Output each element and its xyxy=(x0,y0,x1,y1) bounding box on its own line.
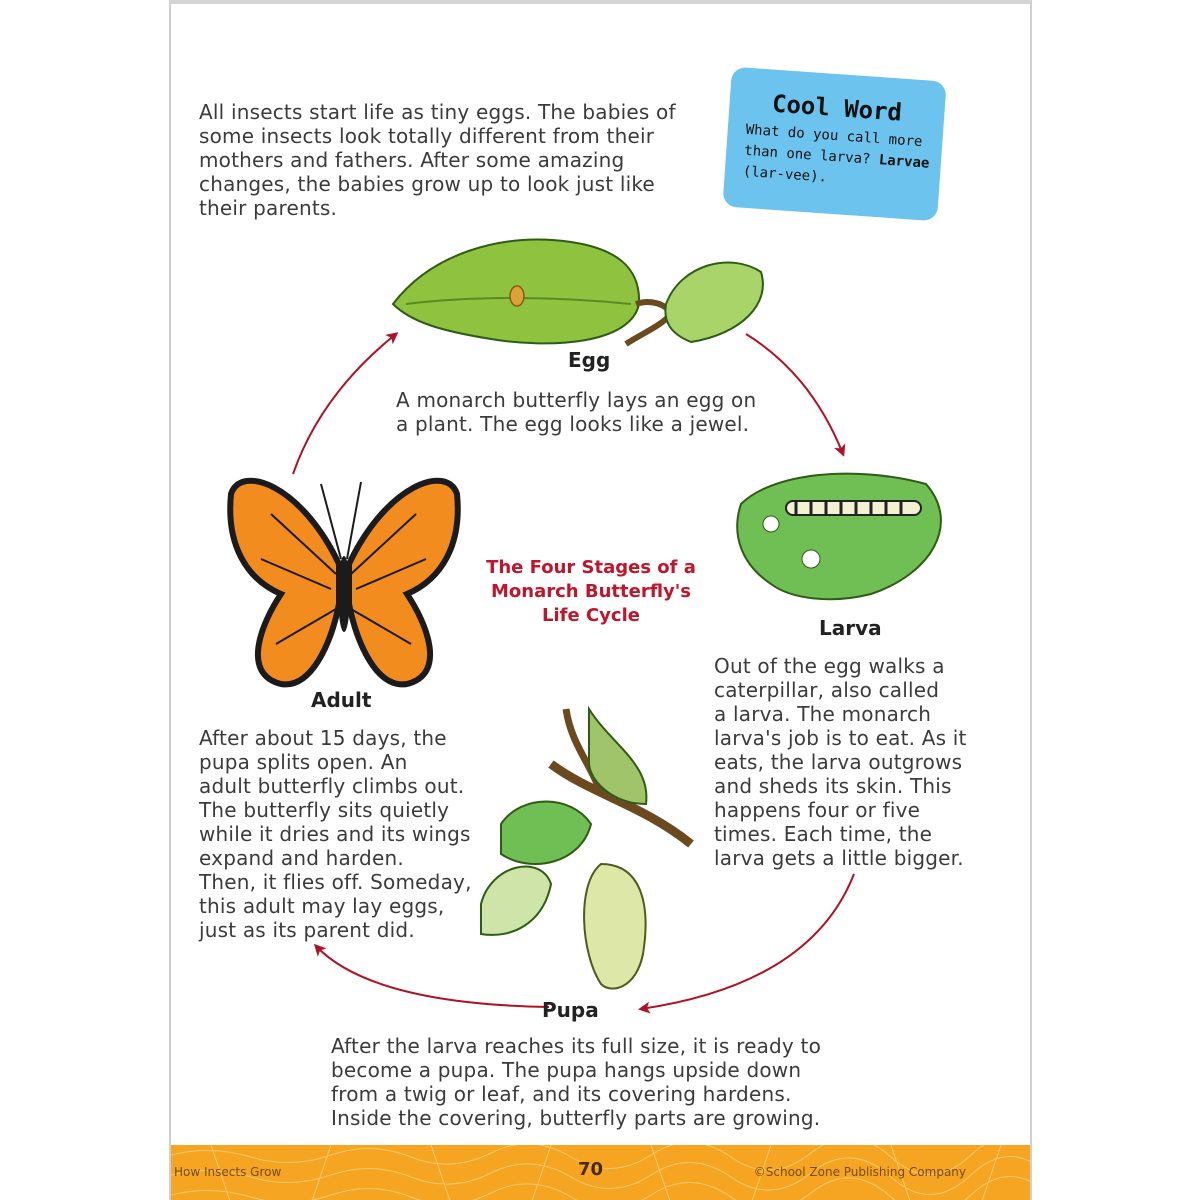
page-number: 70 xyxy=(578,1159,604,1180)
larva-leaf-illustration xyxy=(737,474,941,600)
life-cycle-title xyxy=(471,556,711,628)
adult-line: expand and harden. xyxy=(199,846,404,870)
adult-line: while it dries and its wings xyxy=(199,822,471,846)
egg-leaf-illustration xyxy=(393,240,763,344)
stage-label-larva: Larva xyxy=(819,616,882,640)
pupa-branch-illustration xyxy=(481,709,691,989)
pupa-line: After the larva reaches its full size, it is ready to xyxy=(331,1034,822,1058)
larva-description xyxy=(714,654,967,870)
footer-book-title: How Insects Grow xyxy=(174,1165,282,1179)
page-footer xyxy=(171,1145,1032,1200)
larva-line: larva's job is to eat. As it xyxy=(714,726,967,750)
adult-line: this adult may lay eggs, xyxy=(199,894,445,918)
intro-line: their parents. xyxy=(199,196,338,220)
stage-label-pupa: Pupa xyxy=(542,998,599,1022)
title-line: Monarch Butterfly's xyxy=(491,581,691,602)
adult-line: just as its parent did. xyxy=(199,918,415,942)
title-line: The Four Stages of a xyxy=(486,557,696,578)
cycle-arrow-egg-to-larva xyxy=(746,334,843,454)
chrysalis xyxy=(584,864,645,989)
footer-publisher: ©School Zone Publishing Company xyxy=(753,1165,966,1179)
monarch-egg xyxy=(510,286,524,306)
cycle-arrow-larva-to-pupa xyxy=(641,874,854,1009)
pupa-description xyxy=(331,1034,821,1130)
larva-line: eats, the larva outgrows xyxy=(714,750,963,774)
cycle-arrow-pupa-to-adult xyxy=(316,946,549,1007)
larva-line: a larva. The monarch xyxy=(714,702,932,726)
adult-line: pupa splits open. An xyxy=(199,750,408,774)
intro-line: mothers and fathers. After some amazing xyxy=(199,148,625,172)
adult-description xyxy=(199,726,472,942)
pupa-line: from a twig or leaf, and its covering hardens. xyxy=(331,1082,792,1106)
adult-line: Then, it flies off. Someday, xyxy=(199,870,472,894)
egg-line: A monarch butterfly lays an egg on xyxy=(396,388,757,412)
pupa-line: become a pupa. The pupa hangs upside down xyxy=(331,1058,802,1082)
intro-line: All insects start life as tiny eggs. The babies of xyxy=(199,100,676,124)
larva-line: happens four or five xyxy=(714,798,921,822)
cool-word-line: What do you call more xyxy=(745,121,923,151)
cool-word-title: Cool Word xyxy=(771,89,903,127)
cycle-arrow-adult-to-egg xyxy=(293,334,396,474)
larva-line: caterpillar, also called xyxy=(714,678,940,702)
pupa-line: Inside the covering, butterfly parts are growing. xyxy=(331,1106,821,1130)
larva-line: and sheds its skin. This xyxy=(714,774,952,798)
adult-line: After about 15 days, the xyxy=(199,726,447,750)
cool-word-line: (lar-vee). xyxy=(742,163,828,186)
egg-line: a plant. The egg looks like a jewel. xyxy=(396,412,750,436)
monarch-butterfly-illustration xyxy=(230,481,458,685)
larva-line: times. Each time, the xyxy=(714,822,933,846)
cool-word-term: Larvae xyxy=(878,152,930,172)
intro-line: changes, the babies grow up to look just like xyxy=(199,172,655,196)
stage-label-egg: Egg xyxy=(568,348,611,372)
larva-line: Out of the egg walks a xyxy=(714,654,945,678)
larva-line: larva gets a little bigger. xyxy=(714,846,964,870)
stage-label-adult: Adult xyxy=(311,688,372,712)
intro-line: some insects look totally different from their xyxy=(199,124,655,148)
title-line: Life Cycle xyxy=(542,605,640,626)
workbook-page xyxy=(169,0,1032,1200)
adult-line: The butterfly sits quietly xyxy=(199,798,450,822)
cool-word-line: than one larva? xyxy=(743,142,871,168)
egg-description xyxy=(396,388,756,436)
adult-line: adult butterfly climbs out. xyxy=(199,774,465,798)
